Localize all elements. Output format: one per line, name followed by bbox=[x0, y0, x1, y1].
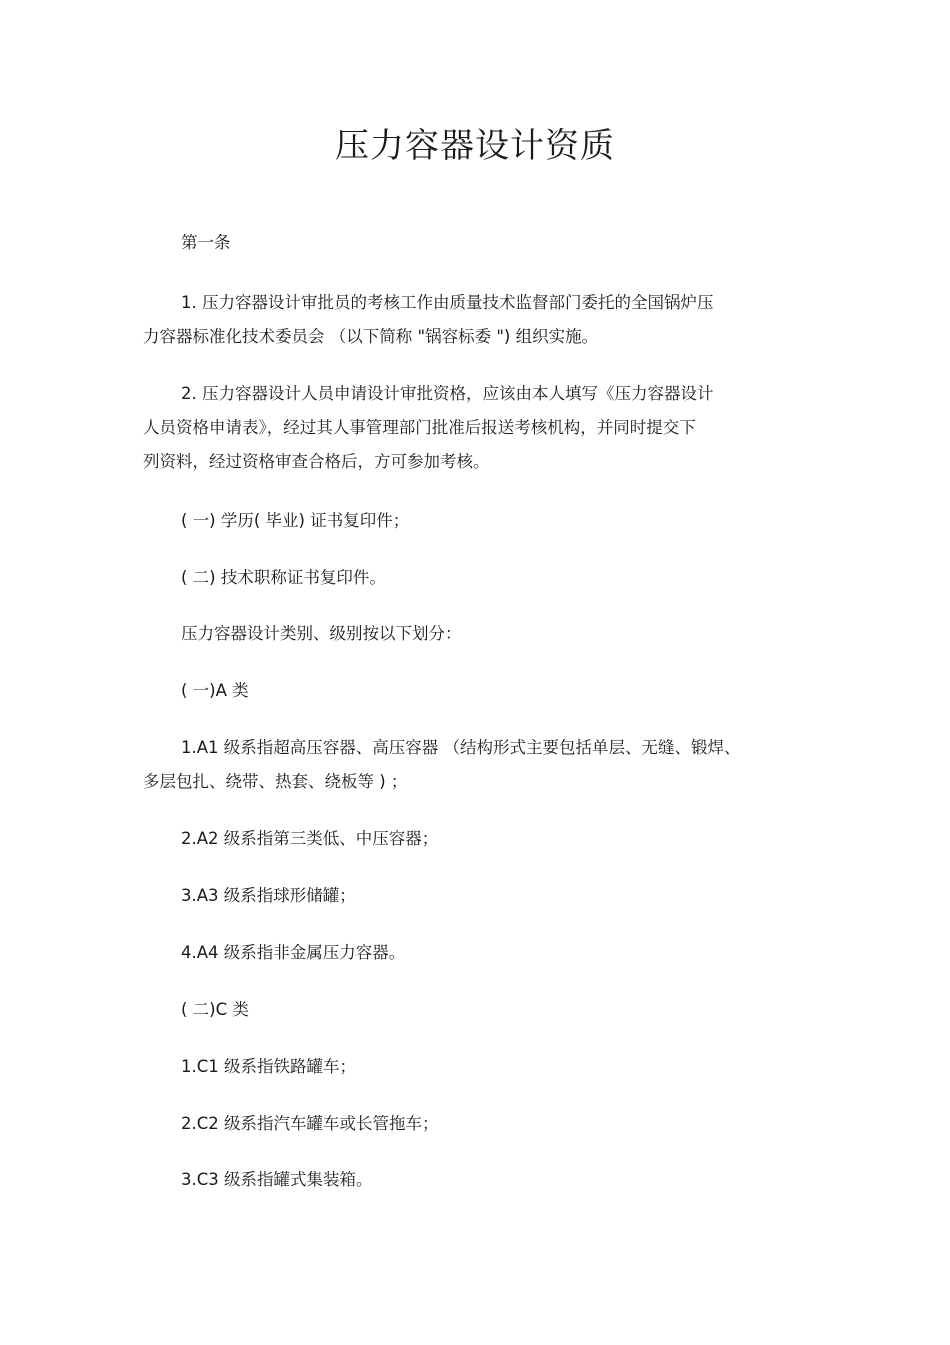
paragraph-line: ( 二) 技术职称证书复印件。 bbox=[181, 568, 386, 587]
paragraph-sub-1 bbox=[143, 504, 813, 538]
paragraph-line: 列资料，经过资格审查合格后，方可参加考核。 bbox=[143, 452, 490, 471]
paragraph-classification bbox=[143, 617, 813, 651]
paragraph-line: 2.A2 级系指第三类低、中压容器； bbox=[181, 829, 439, 848]
paragraph-line: 3.C3 级系指罐式集装箱。 bbox=[181, 1170, 373, 1189]
paragraph-line: 多层包扎、绕带、热套、绕板等 ) ； bbox=[143, 772, 408, 791]
paragraph-line: ( 一)A 类 bbox=[181, 681, 249, 700]
paragraph-sub-2 bbox=[143, 561, 813, 595]
paragraph-item-2 bbox=[143, 377, 813, 479]
paragraph-a4 bbox=[143, 936, 813, 970]
paragraph-c1 bbox=[143, 1050, 813, 1084]
paragraph-c2 bbox=[143, 1107, 813, 1141]
paragraph-a3 bbox=[143, 879, 813, 913]
paragraph-line: 1. 压力容器设计审批员的考核工作由质量技术监督部门委托的全国锅炉压 bbox=[181, 293, 714, 312]
paragraph-line: 3.A3 级系指球形储罐； bbox=[181, 886, 356, 905]
paragraph-item-1 bbox=[143, 286, 813, 354]
paragraph-c3 bbox=[143, 1163, 813, 1197]
paragraph-line: 2.C2 级系指汽车罐车或长管拖车； bbox=[181, 1114, 439, 1133]
paragraph-class-a bbox=[143, 674, 813, 708]
paragraph-line: 1.A1 级系指超高压容器、高压容器 （结构形式主要包括单层、无缝、锻焊、 bbox=[181, 738, 741, 757]
paragraph-line: 2. 压力容器设计人员申请设计审批资格，应该由本人填写《压力容器设计 bbox=[181, 384, 714, 403]
paragraph-line: 第一条 bbox=[181, 233, 231, 252]
paragraph-class-c bbox=[143, 993, 813, 1027]
paragraph-article-one bbox=[143, 226, 813, 260]
paragraph-line: 压力容器设计类别、级别按以下划分： bbox=[181, 624, 462, 643]
paragraph-line: ( 二)C 类 bbox=[181, 1000, 249, 1019]
paragraph-line: ( 一) 学历( 毕业) 证书复印件； bbox=[181, 511, 410, 530]
paragraph-line: 力容器标准化技术委员会 （以下简称 "锅容标委 ") 组织实施。 bbox=[143, 327, 599, 346]
paragraph-line: 1.C1 级系指铁路罐车； bbox=[181, 1057, 357, 1076]
paragraph-line: 4.A4 级系指非金属压力容器。 bbox=[181, 943, 406, 962]
paragraph-a1 bbox=[143, 731, 813, 799]
paragraph-line: 人员资格申请表》，经过其人事管理部门批准后报送考核机构，并同时提交下 bbox=[143, 418, 696, 437]
document-title: 压力容器设计资质 bbox=[335, 126, 615, 166]
paragraph-a2 bbox=[143, 822, 813, 856]
